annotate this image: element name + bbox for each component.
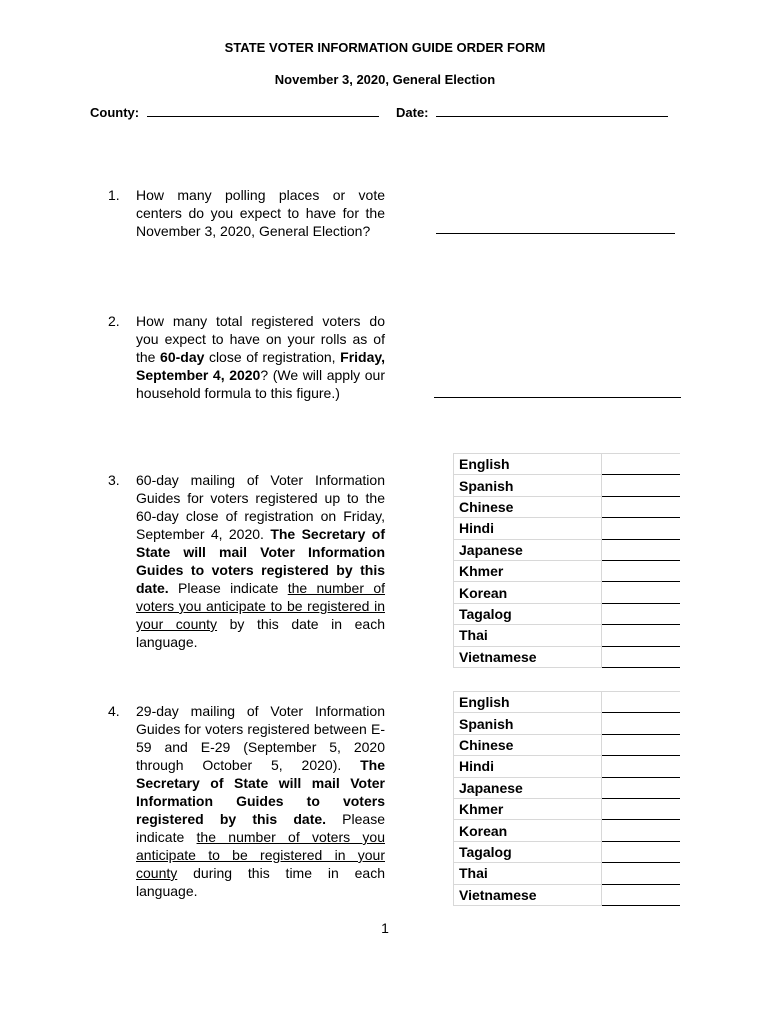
form-title: STATE VOTER INFORMATION GUIDE ORDER FORM	[224, 40, 546, 55]
language-table-29-day	[453, 691, 680, 906]
language-name: Hindi	[454, 518, 602, 539]
text-part: How many total registered voters do you expect to have on your rolls as of the	[136, 313, 385, 365]
underline-part: the number of voters you anticipate to be registered in your county	[136, 829, 385, 881]
language-row	[454, 475, 681, 496]
text-part: 60-day mailing of Voter Information Guides for voters registered up to the 60-day close of registration on Friday, September 4, 2020.	[136, 472, 385, 542]
language-row	[454, 496, 681, 517]
text-part: close of registration,	[204, 349, 341, 365]
question-2	[108, 312, 385, 402]
language-name: Thai	[454, 625, 602, 646]
language-row	[454, 798, 681, 819]
language-count-input[interactable]	[602, 646, 681, 667]
bold-part: The Secretary of State will mail Voter Information Guides to voters registered by this date.	[136, 757, 385, 827]
language-row	[454, 625, 681, 646]
language-name: Tagalog	[454, 603, 602, 624]
language-count-input[interactable]	[602, 560, 681, 581]
language-table-60-day	[453, 453, 680, 668]
language-count-input[interactable]	[602, 820, 681, 841]
text-part: Please indicate	[168, 580, 288, 596]
language-name: Vietnamese	[454, 884, 602, 905]
language-row	[454, 454, 681, 475]
date-label: Date:	[396, 105, 429, 120]
language-row	[454, 820, 681, 841]
language-name: Thai	[454, 863, 602, 884]
language-row	[454, 777, 681, 798]
language-count-input[interactable]	[602, 798, 681, 819]
language-count-input[interactable]	[602, 454, 681, 475]
language-count-input[interactable]	[602, 496, 681, 517]
question-text	[136, 312, 385, 402]
question-1	[108, 186, 385, 240]
language-name: Khmer	[454, 560, 602, 581]
question-number: 3.	[108, 472, 120, 488]
county-input-line[interactable]	[147, 104, 379, 117]
question-number: 2.	[108, 313, 120, 329]
text-part: by this date in each language.	[136, 616, 385, 650]
bold-part: The Secretary of State will mail Voter Information Guides to voters registered by this date.	[136, 526, 385, 596]
language-name: English	[454, 454, 602, 475]
question-text	[136, 702, 385, 900]
language-count-input[interactable]	[602, 777, 681, 798]
registered-voters-answer-line[interactable]	[434, 397, 681, 398]
language-row	[454, 646, 681, 667]
election-subtitle: November 3, 2020, General Election	[274, 72, 496, 87]
language-count-input[interactable]	[602, 756, 681, 777]
language-name: Chinese	[454, 734, 602, 755]
language-name: Khmer	[454, 798, 602, 819]
language-name: Tagalog	[454, 841, 602, 862]
language-count-input[interactable]	[602, 734, 681, 755]
language-row	[454, 582, 681, 603]
language-name: Spanish	[454, 475, 602, 496]
question-3	[108, 471, 385, 651]
language-count-input[interactable]	[602, 625, 681, 646]
language-row	[454, 692, 681, 713]
language-row	[454, 734, 681, 755]
language-count-input[interactable]	[602, 884, 681, 905]
language-count-input[interactable]	[602, 841, 681, 862]
language-count-input[interactable]	[602, 713, 681, 734]
language-name: English	[454, 692, 602, 713]
question-4	[108, 702, 385, 900]
language-count-input[interactable]	[602, 518, 681, 539]
language-count-input[interactable]	[602, 539, 681, 560]
bold-part: 60-day	[160, 349, 205, 365]
language-row	[454, 713, 681, 734]
language-name: Japanese	[454, 539, 602, 560]
language-count-input[interactable]	[602, 475, 681, 496]
question-text	[136, 471, 385, 651]
date-input-line[interactable]	[436, 104, 668, 117]
language-row	[454, 884, 681, 905]
question-text: How many polling places or vote centers do you expect to have for the November 3, 2020, General Election?	[136, 187, 385, 239]
text-part: Please indicate	[136, 811, 385, 845]
language-count-input[interactable]	[602, 603, 681, 624]
text-part: during this time in each language.	[136, 865, 385, 899]
language-row	[454, 539, 681, 560]
language-row	[454, 756, 681, 777]
question-number: 4.	[108, 703, 120, 719]
language-row	[454, 863, 681, 884]
language-name: Hindi	[454, 756, 602, 777]
page-number: 1	[381, 920, 389, 936]
language-name: Chinese	[454, 496, 602, 517]
language-name: Spanish	[454, 713, 602, 734]
bold-part: Friday, September 4, 2020	[136, 349, 386, 383]
language-count-input[interactable]	[602, 582, 681, 603]
language-count-input[interactable]	[602, 863, 681, 884]
language-name: Korean	[454, 582, 602, 603]
county-label: County:	[90, 105, 140, 120]
polling-places-answer-line[interactable]	[436, 233, 675, 234]
text-part: ? (We will apply our household formula to this figure.)	[136, 367, 385, 401]
underline-part: the number of voters you anticipate to be registered in your county	[136, 580, 385, 632]
county-field	[90, 104, 379, 120]
language-row	[454, 518, 681, 539]
language-row	[454, 560, 681, 581]
language-name: Korean	[454, 820, 602, 841]
date-field	[396, 104, 668, 120]
language-name: Vietnamese	[454, 646, 602, 667]
language-row	[454, 841, 681, 862]
language-row	[454, 603, 681, 624]
text-part: 29-day mailing of Voter Information Guides for voters registered between E-59 and E-29 (September 5, 2020 through October 5, 2020).	[136, 703, 385, 773]
language-count-input[interactable]	[602, 692, 681, 713]
question-number: 1.	[108, 187, 120, 203]
language-name: Japanese	[454, 777, 602, 798]
